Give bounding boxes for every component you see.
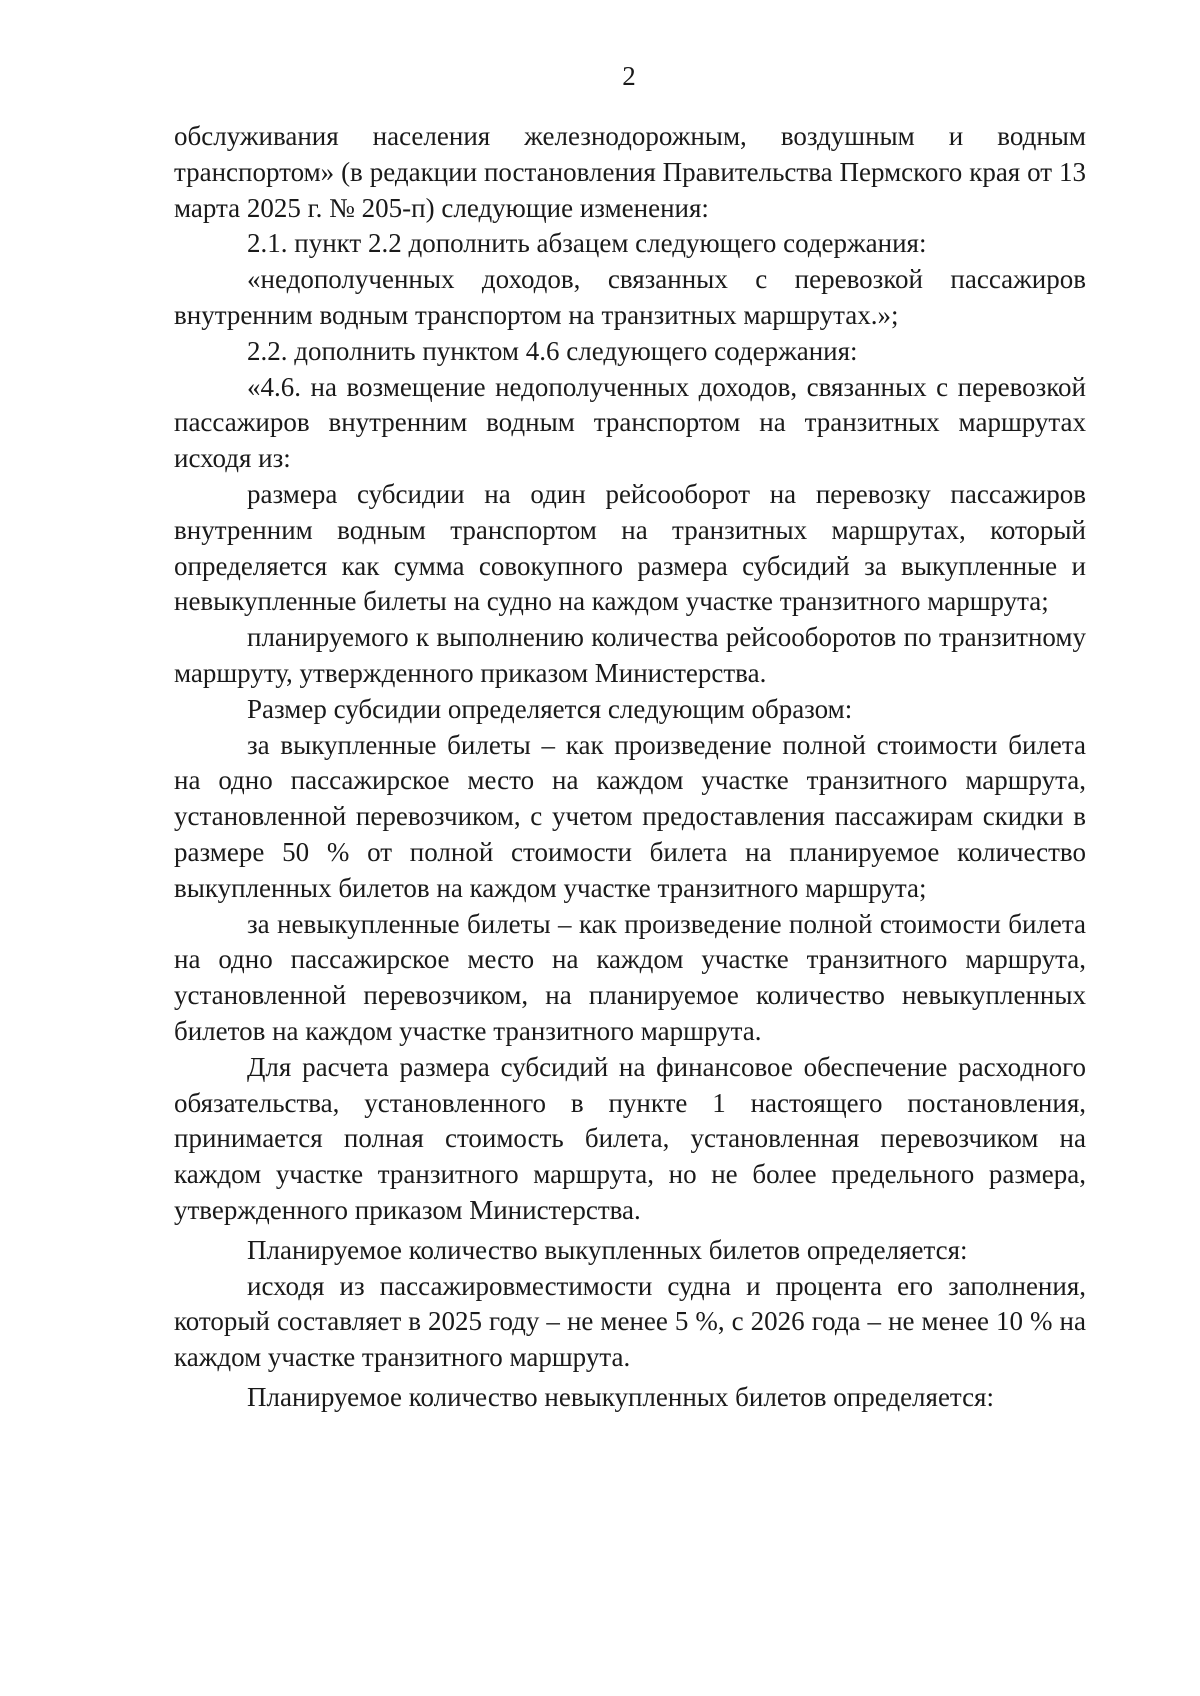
paragraph: планируемого к выполнению количества рейсооборотов по транзитному маршруту, утвержденного приказом Министерства.: [174, 622, 1086, 688]
paragraph: за выкупленные билеты – как произведение полной стоимости билета на одно пассажирское место на каждом участке транзитного маршрута, установленной перевозчиком, с учетом предоставления пассажирам скидки в размере 50 % от полной стоимости билета на планируемое количество выкупленных билетов на каждом участке транзитного маршрута;: [174, 729, 1086, 903]
paragraph: «4.6. на возмещение недополученных доходов, связанных с перевозкой пассажиров внутренним водным транспортом на транзитных маршрутах исходя из:: [174, 371, 1086, 474]
paragraph: Планируемое количество выкупленных билетов определяется:: [247, 1234, 968, 1265]
document-body: [174, 119, 1086, 1416]
paragraph: Размер субсидии определяется следующим образом:: [247, 693, 853, 724]
paragraph: обслуживания населения железнодорожным, воздушным и водным транспортом» (в редакции постановления Правительства Пермского края от 13 марта 2025 г. № 205-п) следующие изменения:: [174, 121, 1086, 223]
paragraph: Планируемое количество невыкупленных билетов определяется:: [247, 1381, 994, 1412]
paragraph: Для расчета размера субсидий на финансовое обеспечение расходного обязательства, установленного в пункте 1 настоящего постановления, принимается полная стоимость билета, установленная перевозчиком на каждом участке транзитного маршрута, но не более предельного размера, утвержденного приказом Министерства.: [174, 1051, 1086, 1225]
paragraph: 2.2. дополнить пунктом 4.6 следующего содержания:: [247, 335, 858, 366]
page-number: 2: [622, 61, 636, 91]
paragraph: «недополученных доходов, связанных с перевозкой пассажиров внутренним водным транспортом на транзитных маршрутах.»;: [174, 264, 1086, 330]
paragraph: за невыкупленные билеты – как произведение полной стоимости билета на одно пассажирское место на каждом участке транзитного маршрута, установленной перевозчиком, на планируемое количество невыкупленных билетов на каждом участке транзитного маршрута.: [174, 908, 1086, 1046]
paragraph: размера субсидии на один рейсооборот на перевозку пассажиров внутренним водным транспортом на транзитных маршрутах, который определяется как сумма совокупного размера субсидий за выкупленные и невыкупленные билеты на судно на каждом участке транзитного маршрута;: [174, 478, 1086, 617]
paragraph: исходя из пассажировместимости судна и процента его заполнения, который составляет в 2025 году – не менее 5 %, с 2026 года – не менее 10 % на каждом участке транзитного маршрута.: [174, 1270, 1086, 1373]
paragraph: 2.1. пункт 2.2 дополнить абзацем следующего содержания:: [247, 228, 927, 259]
